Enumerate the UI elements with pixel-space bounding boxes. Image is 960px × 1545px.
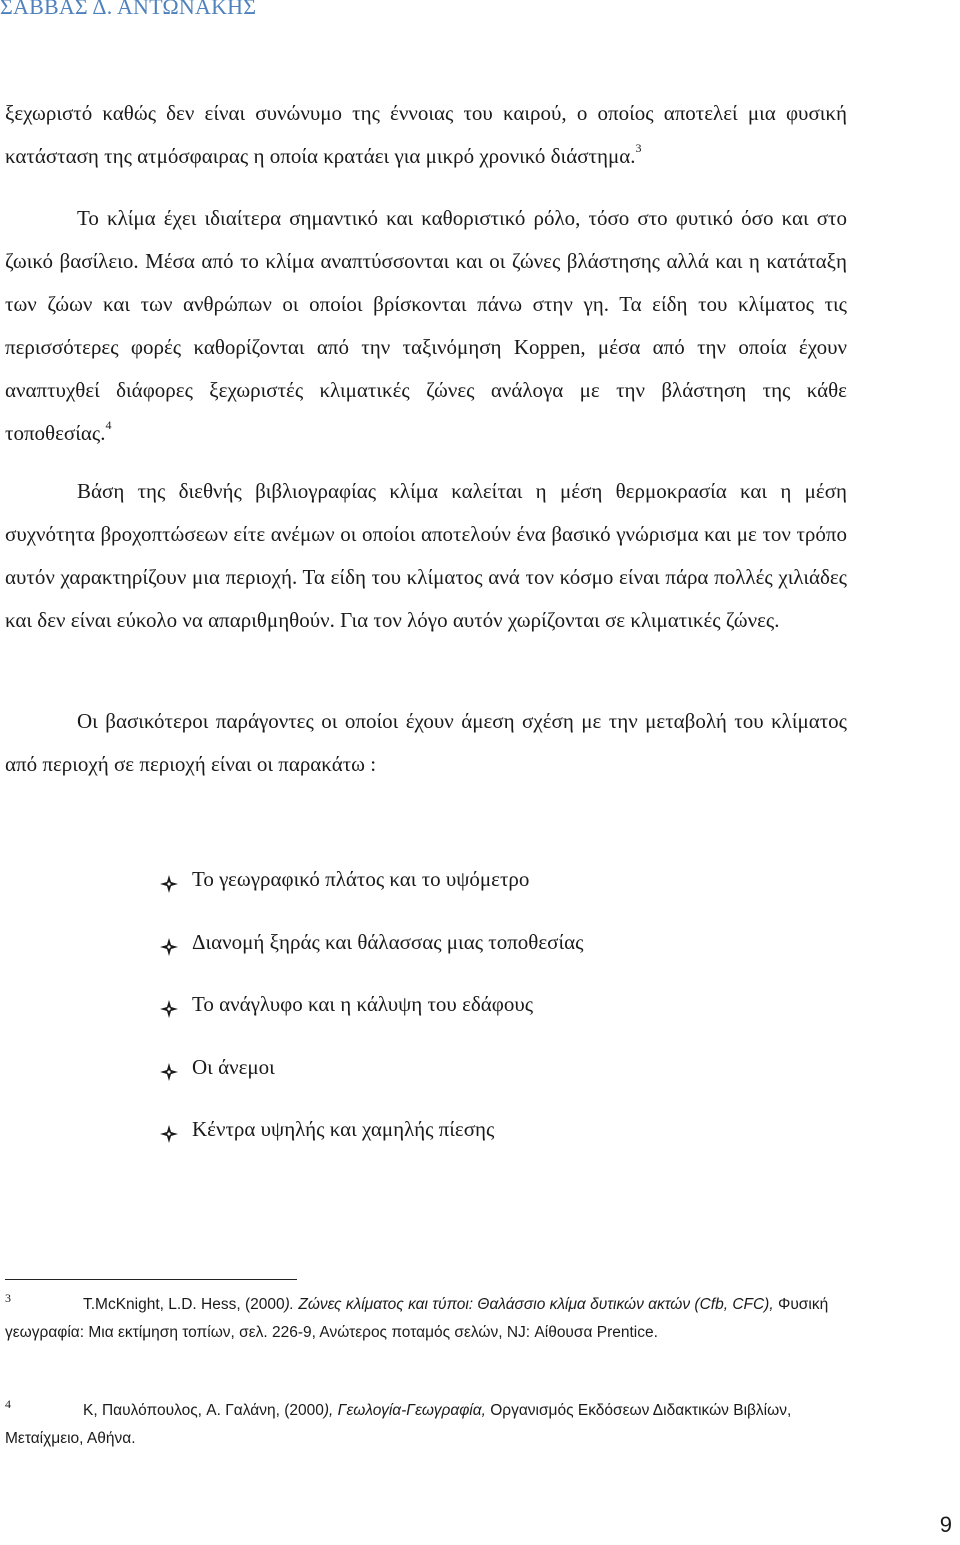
paragraph-3: Βάση της διεθνής βιβλιογραφίας κλίμα καλείται η μέση θερμοκρασία και η μέση συχνότητα βροχοπτώσεων είτε ανέμων οι οποίοι αποτελούν ένα βασικό γνώρισμα και με τον τρόπο αυτόν χαρακτηρίζουν μια περιοχή. Τα είδη του κλίματος ανά τον κόσμο είναι πάρα πολλές χιλιάδες και δεν είναι εύκολο να απαριθμηθούν. Για τον λόγο αυτόν χωρίζονται σε κλιματικές ζώνες. [5,479,847,632]
footnote-3-source: Φυσική γεωγραφία: Μια εκτίμηση τοπίων, σελ. 226-9, Ανώτερος ποταμός σελών, NJ: Αίθουσα Prentice. [5,1296,829,1341]
footnote-3-title: ). Ζώνες κλίματος και τύποι: Θαλάσσιο κλίμα δυτικών ακτών (Cfb, CFC), [284,1296,774,1313]
footnote-4-source: Οργανισμός Εκδόσεων Διδακτικών Βιβλίων, Μεταίχμειο, Αθήνα. [5,1402,792,1447]
footnote-3-authors: T.McKnight, L.D. Hess, (2000 [83,1296,285,1313]
footnote-3 [5,1291,845,1347]
paragraph-1-text: ξεχωριστό καθώς δεν είναι συνώνυμο της έννοιας του καιρού, ο οποίος αποτελεί μια φυσική κατάσταση της ατμόσφαιρας η οποία κρατάει για μικρό χρονικό διάστημα. [5,101,847,168]
footnote-4-title: ), Γεωλογία-Γεωγραφία, [323,1402,486,1419]
page-number: 9 [939,1512,952,1537]
footnote-ref-4[interactable]: 4 [105,418,112,432]
list-item [160,992,583,1055]
footnote-3-number: 3 [5,1291,11,1305]
list-item-text: Οι άνεμοι [192,1054,275,1079]
footnote-4-authors: K, Παυλόπουλος, A. Γαλάνη, (2000 [83,1402,324,1419]
footnote-4-number: 4 [5,1397,11,1411]
list-item [160,1055,583,1118]
diamond-bullet-icon [160,875,178,893]
diamond-bullet-icon [160,1125,178,1143]
diamond-bullet-icon [160,1000,178,1018]
list-item-text: Κέντρα υψηλής και χαμηλής πίεσης [192,1117,495,1141]
paragraph-2 [5,197,847,455]
diamond-bullet-icon [160,938,178,956]
paragraph-2-text: Το κλίμα έχει ιδιαίτερα σημαντικό και καθοριστικό ρόλο, τόσο στο φυτικό όσο και στο ζωικό βασίλειο. Μέσα από το κλίμα αναπτύσσονται και οι ζώνες βλάστησης αλλά και η κατάταξη των ζώων και των ανθρώπων οι οποίοι βρίσκονται πάνω στην γη. Τα είδη του κλίματος τις περισσότερες φορές καθορίζονται από την ταξινόμηση Koppen, μέσα από την οποία έχουν αναπτυχθεί διάφορες ξεχωριστές κλιματικές ζώνες ανάλογα με την βλάστηση της κάθε τοποθεσίας. [5,206,847,445]
factors-list [160,867,583,1180]
paragraph-1 [5,92,847,178]
diamond-bullet-icon [160,1063,178,1081]
list-item-text: Το ανάγλυφο και η κάλυψη του εδάφους [192,992,534,1016]
list-item [160,867,583,930]
footnote-4 [5,1397,845,1453]
list-item-text: Το γεωγραφικό πλάτος και το υψόμετρο [192,867,530,891]
list-item [160,1117,583,1180]
list-item [160,930,583,993]
footnote-ref-3[interactable]: 3 [635,141,642,155]
list-item-text: Διανομή ξηράς και θάλασσας μιας τοποθεσίας [192,929,584,954]
paragraph-4: Οι βασικότεροι παράγοντες οι οποίοι έχουν άμεση σχέση με την μεταβολή του κλίματος από περιοχή σε περιοχή είναι οι παρακάτω : [5,709,847,776]
footnote-separator [5,1279,297,1280]
running-header: ΣΑΒΒΑΣ Δ. ΑΝΤΩΝΑΚΗΣ [0,0,257,19]
